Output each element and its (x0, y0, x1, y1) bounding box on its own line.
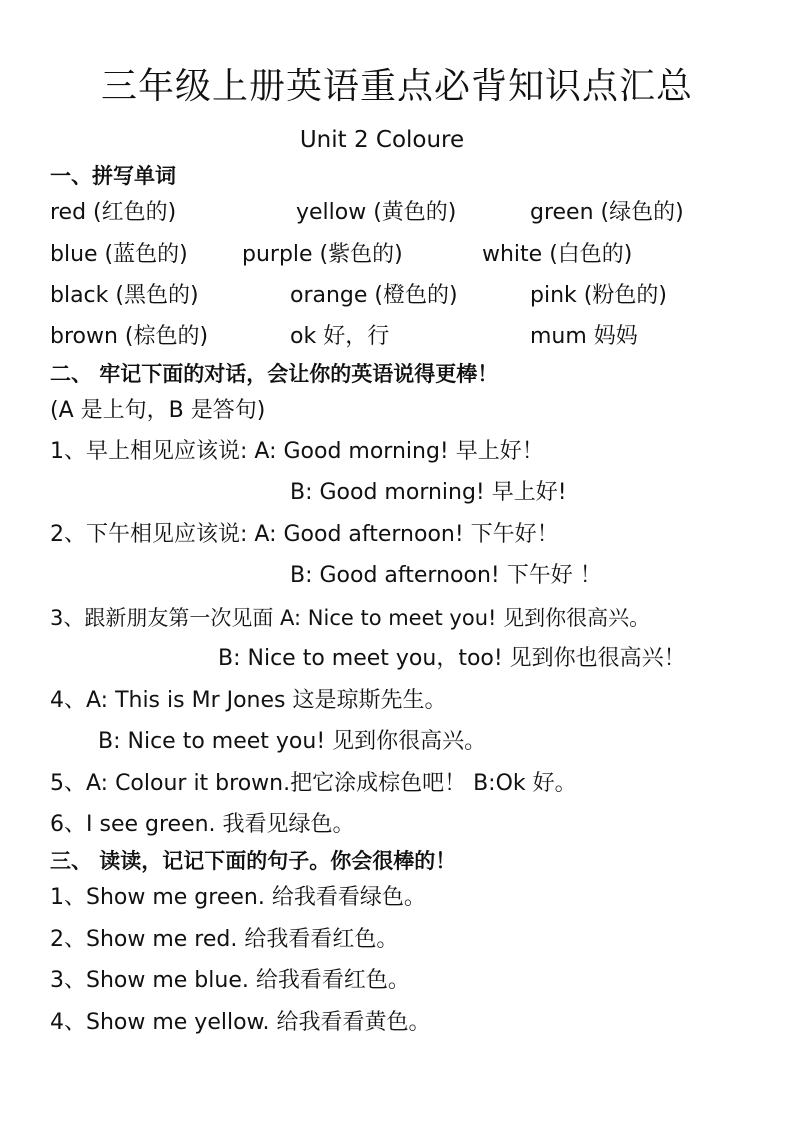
word-green: green (绿色的) (530, 200, 684, 225)
unit-subtitle: Unit 2 Coloure (299, 127, 465, 153)
word-brown: brown (棕色的) (50, 324, 209, 349)
dialog-3-b: B: Nice to meet you，too! 见到你也很高兴！ (218, 646, 686, 671)
word-orange: orange (橙色的) (290, 283, 458, 308)
dialog-5: 5、A: Colour it brown.把它涂成棕色吧！ B:Ok 好。 (50, 771, 577, 796)
word-purple: purple (紫色的) (242, 242, 403, 267)
dialog-4-a: 4、A: This is Mr Jones 这是琼斯先生。 (50, 688, 447, 713)
dialog-2-a: 2、下午相见应该说: A: Good afternoon! 下午好！ (50, 522, 559, 547)
word-yellow: yellow (黄色的) (296, 200, 457, 225)
dialog-note: (A 是上句，B 是答句) (50, 398, 266, 423)
dialog-4-b: B: Nice to meet you! 见到你很高兴。 (98, 729, 487, 754)
dialog-6: 6、I see green. 我看见绿色。 (50, 812, 355, 837)
section-2-heading: 二、 牢记下面的对话，会让你的英语说得更棒！ (50, 362, 499, 386)
dialog-2-b: B: Good afternoon! 下午好 ！ (290, 563, 602, 588)
sentence-4: 4、Show me yellow. 给我看看黄色。 (50, 1010, 431, 1035)
dialog-1-a: 1、早上相见应该说: A: Good morning! 早上好！ (50, 439, 544, 464)
word-ok: ok 好，行 (290, 324, 390, 349)
dialog-3-a: 3、跟新朋友第一次见面 A: Nice to meet you! 见到你很高兴。 (50, 606, 651, 630)
sentence-2: 2、Show me red. 给我看看红色。 (50, 927, 399, 952)
section-1-heading: 一、拼写单词 (50, 164, 176, 188)
word-pink: pink (粉色的) (530, 283, 667, 308)
word-blue: blue (蓝色的) (50, 242, 188, 267)
word-white: white (白色的) (482, 242, 633, 267)
sentence-1: 1、Show me green. 给我看看绿色。 (50, 885, 426, 910)
word-mum: mum 妈妈 (530, 324, 638, 349)
sentence-3: 3、Show me blue. 给我看看红色。 (50, 968, 410, 993)
section-3-heading: 三、 读读，记记下面的句子。你会很棒的！ (50, 849, 457, 873)
word-red: red (红色的) (50, 200, 177, 225)
word-black: black (黑色的) (50, 283, 199, 308)
document-title: 三年级上册英语重点必背知识点汇总 (100, 66, 693, 107)
dialog-1-b: B: Good morning! 早上好! (290, 480, 567, 505)
